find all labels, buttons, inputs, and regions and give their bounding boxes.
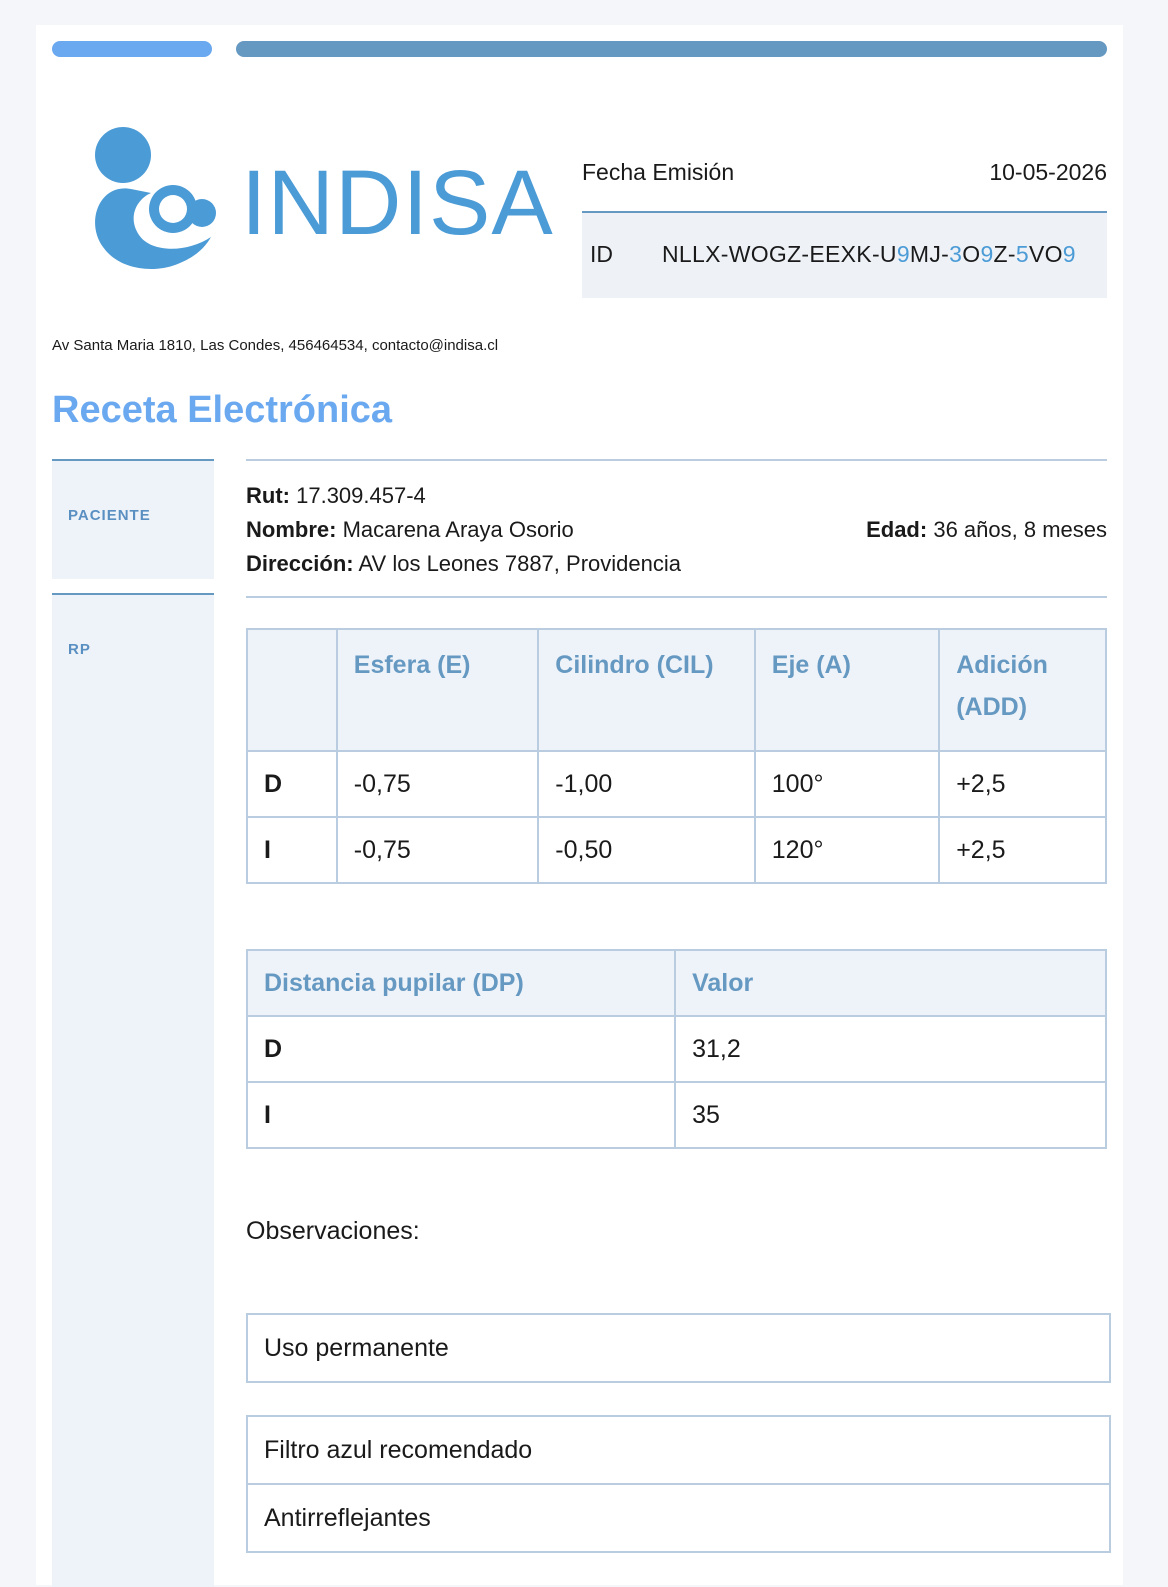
section-label-patient bbox=[52, 459, 214, 579]
axis-value: 120° bbox=[755, 817, 939, 883]
axis-value: 100° bbox=[755, 751, 939, 817]
dp-value: 35 bbox=[675, 1082, 1106, 1148]
rx-header-blank bbox=[247, 629, 337, 751]
clinic-address: Av Santa Maria 1810, Las Condes, 456464534, contacto@indisa.cl bbox=[52, 337, 499, 354]
sphere-value: -0,75 bbox=[337, 751, 538, 817]
eye-label: I bbox=[247, 817, 337, 883]
table-row bbox=[247, 1082, 1106, 1148]
patient-address: Dirección: AV los Leones 7887, Providencia bbox=[246, 551, 681, 576]
patient-age: Edad: 36 años, 8 meses bbox=[866, 517, 1107, 542]
table-row bbox=[247, 751, 1106, 817]
id-segment: 9 bbox=[1062, 241, 1076, 267]
rx-header-sphere: Esfera (E) bbox=[337, 629, 538, 751]
eye-label: D bbox=[247, 1016, 675, 1082]
id-segment: NLLX-WOGZ-EEXK-U bbox=[662, 241, 897, 267]
header-accent-bar bbox=[52, 41, 212, 57]
cylinder-value: -1,00 bbox=[538, 751, 755, 817]
document-id-value bbox=[662, 241, 1076, 268]
family-logo-icon bbox=[91, 125, 226, 275]
rx-header-cylinder: Cilindro (CIL) bbox=[538, 629, 755, 751]
sphere-value: -0,75 bbox=[337, 817, 538, 883]
document-id-box bbox=[582, 213, 1107, 298]
patient-rut: Rut: 17.309.457-4 bbox=[246, 483, 426, 508]
list-item: Filtro azul recomendado bbox=[264, 1436, 533, 1464]
issue-date-row bbox=[582, 155, 1107, 213]
id-segment: MJ- bbox=[909, 241, 950, 267]
section-label-rp bbox=[52, 593, 214, 1587]
id-segment: O bbox=[962, 241, 981, 267]
id-segment: Z- bbox=[993, 241, 1016, 267]
id-segment: VO bbox=[1028, 241, 1063, 267]
pupillary-distance-table bbox=[246, 949, 1107, 1149]
observation-box bbox=[246, 1415, 1111, 1553]
rx-header-axis: Eje (A) bbox=[755, 629, 939, 751]
table-row bbox=[247, 1016, 1106, 1082]
dp-value: 31,2 bbox=[675, 1016, 1106, 1082]
id-segment: 5 bbox=[1015, 241, 1029, 267]
brand-wordmark: INDISA bbox=[241, 152, 554, 254]
issue-date-value: 10-05-2026 bbox=[989, 159, 1107, 185]
observation-box bbox=[246, 1313, 1111, 1383]
dp-header-label: Distancia pupilar (DP) bbox=[247, 950, 675, 1016]
rx-header-addition: Adición (ADD) bbox=[939, 629, 1106, 751]
observations-label: Observaciones: bbox=[246, 1217, 420, 1245]
issue-date-label: Fecha Emisión bbox=[582, 159, 735, 185]
dp-header-value: Valor bbox=[675, 950, 1106, 1016]
rp-section-label: RP bbox=[68, 641, 91, 658]
eye-label: D bbox=[247, 751, 337, 817]
addition-value: +2,5 bbox=[939, 751, 1106, 817]
prescription-page bbox=[36, 25, 1123, 1585]
id-segment: 3 bbox=[949, 241, 963, 267]
id-segment: 9 bbox=[896, 241, 910, 267]
document-id-label: ID bbox=[590, 241, 613, 267]
patient-section-label: PACIENTE bbox=[68, 507, 151, 524]
id-segment: 9 bbox=[980, 241, 994, 267]
table-row bbox=[247, 817, 1106, 883]
patient-info bbox=[246, 459, 1107, 598]
page-title: Receta Electrónica bbox=[52, 389, 393, 431]
list-item: Uso permanente bbox=[264, 1334, 449, 1362]
cylinder-value: -0,50 bbox=[538, 817, 755, 883]
indisa-logo bbox=[91, 125, 554, 275]
prescription-table bbox=[246, 628, 1107, 884]
patient-name: Nombre: Macarena Araya Osorio bbox=[246, 517, 574, 542]
addition-value: +2,5 bbox=[939, 817, 1106, 883]
list-item: Antirreflejantes bbox=[248, 1483, 1109, 1551]
header-bar bbox=[236, 41, 1107, 57]
eye-label: I bbox=[247, 1082, 675, 1148]
